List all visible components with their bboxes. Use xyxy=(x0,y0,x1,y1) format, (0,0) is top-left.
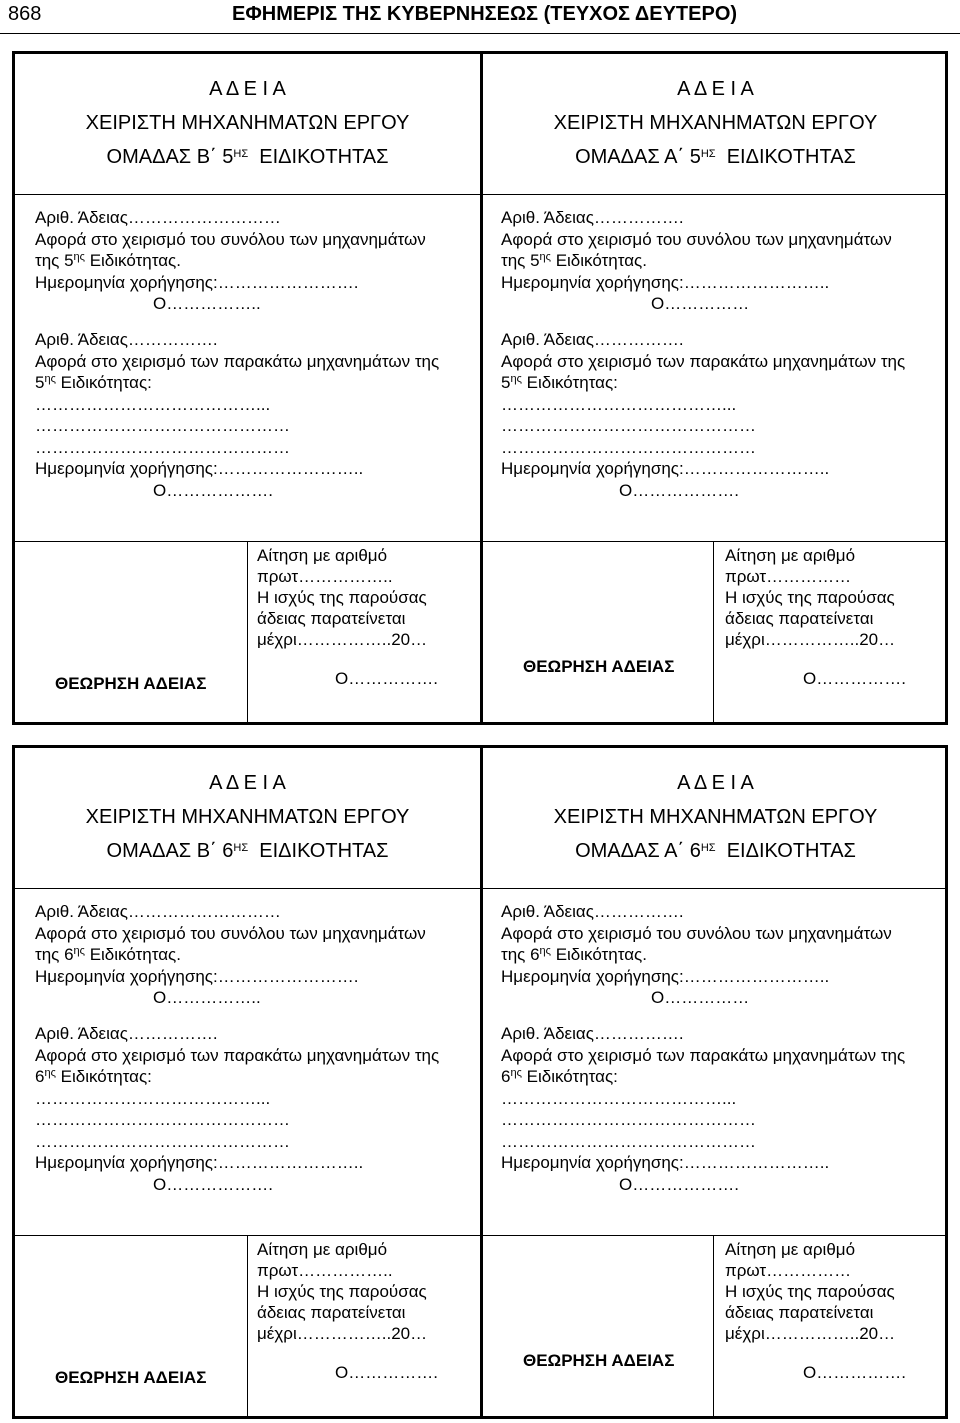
card-title: Α Δ Ε Ι Α xyxy=(209,78,286,100)
full-license-block xyxy=(35,901,426,1009)
renewal-block: Αίτηση με αριθμό πρωτ…………….. Η ισχύς της παρούσας άδειας παρατείνεται μέχρι……………..20… Ο……………. xyxy=(257,1240,438,1382)
page-number: 868 xyxy=(8,3,42,25)
partial-license-block xyxy=(35,1023,439,1195)
specialty-line: $6^{\eta\varsigma}$ Ειδικότητας: xyxy=(501,1067,618,1086)
issue-date-line: Ημερομηνία χορήγησης:…………………….. xyxy=(501,1153,830,1172)
license-number-line: Αριθ. Άδειας……………………… xyxy=(35,208,281,227)
scope-line: Αφορά στο χειρισμό των παρακάτω μηχανημάτων της xyxy=(501,1045,906,1065)
license-number-line: Αριθ. Άδειας……………. xyxy=(501,902,684,921)
machine-entry-line: ……………………………………… xyxy=(35,1110,290,1129)
scope-line: Αφορά στο χειρισμό των παρακάτω μηχανημάτων της xyxy=(35,351,440,371)
renewal-label: ΘΕΩΡΗΣΗ ΑΔΕΙΑΣ xyxy=(55,674,207,693)
machine-entry-line: ……………………………………… xyxy=(501,416,756,435)
card-role: ΧΕΙΡΙΣΤΗ ΜΗΧΑΝΗΜΑΤΩΝ ΕΡΓΟΥ xyxy=(553,806,878,828)
machine-entry-line: ……………………………………… xyxy=(501,1131,756,1151)
license-number-line: Αριθ. Άδειας……………………… xyxy=(35,902,281,921)
signature-line: Ο………………. xyxy=(619,1174,739,1194)
renewal-label: ΘΕΩΡΗΣΗ ΑΔΕΙΑΣ xyxy=(55,1368,207,1387)
scope-line: Αφορά στο χειρισμό των παρακάτω μηχανημάτων της xyxy=(501,351,906,371)
card-title: Α Δ Ε Ι Α xyxy=(677,772,754,794)
machine-entry-line: ……………………………………… xyxy=(35,416,290,435)
gazette-title: ΕΦΗΜΕΡΙΣ ΤΗΣ ΚΥΒΕΡΝΗΣΕΩΣ (ΤΕΥΧΟΣ ΔΕΥΤΕΡΟ) xyxy=(232,3,738,25)
partial-license-block xyxy=(501,1023,905,1195)
license-card xyxy=(15,54,480,725)
full-license-block xyxy=(35,207,426,315)
renewal-signature: Ο……………. xyxy=(803,669,906,688)
renewal-signature: Ο……………. xyxy=(803,1363,906,1382)
signature-line: Ο…………….. xyxy=(153,988,261,1007)
license-number-line: Αριθ. Άδειας……………. xyxy=(501,1024,684,1043)
specialty-line: $5^{\eta\varsigma}$ Ειδικότητας: xyxy=(35,373,152,392)
card-group: ΟΜΑΔΑΣ Β΄ $5^{H\Sigma}$ ΕΙΔΙΚΟΤΗΤΑΣ xyxy=(106,146,389,168)
scope-line: Αφορά στο χειρισμό των παρακάτω μηχανημάτων της xyxy=(35,1045,440,1065)
license-card xyxy=(483,748,948,1419)
license-card xyxy=(483,54,948,725)
card-role: ΧΕΙΡΙΣΤΗ ΜΗΧΑΝΗΜΑΤΩΝ ΕΡΓΟΥ xyxy=(553,112,878,134)
license-number-line: Αριθ. Άδειας……………. xyxy=(501,330,684,349)
card-group: ΟΜΑΔΑΣ Α΄ $6^{H\Sigma}$ ΕΙΔΙΚΟΤΗΤΑΣ xyxy=(575,840,856,862)
renewal-block: Αίτηση με αριθμό πρωτ…………… Η ισχύς της παρούσας άδειας παρατείνεται μέχρι……………..20… Ο……………. xyxy=(725,1240,906,1382)
issue-date-line: Ημερομηνία χορήγησης:…………………….. xyxy=(501,272,830,292)
header-rule xyxy=(0,33,960,34)
signature-line: Ο…………… xyxy=(651,988,750,1007)
license-grid-top xyxy=(12,51,948,725)
machine-entry-line: …………………………………... xyxy=(35,394,271,414)
scope-line: Αφορά στο χειρισμό του συνόλου των μηχανημάτων xyxy=(501,229,892,249)
renewal-label: ΘΕΩΡΗΣΗ ΑΔΕΙΑΣ xyxy=(523,657,675,676)
license-card xyxy=(15,748,480,1419)
signature-line: Ο………………. xyxy=(153,1174,273,1194)
card-title: Α Δ Ε Ι Α xyxy=(209,772,286,794)
renewal-signature: Ο……………. xyxy=(335,1363,438,1382)
machine-entry-line: …………………………………... xyxy=(501,1088,737,1108)
card-role: ΧΕΙΡΙΣΤΗ ΜΗΧΑΝΗΜΑΤΩΝ ΕΡΓΟΥ xyxy=(85,806,410,828)
card-role: ΧΕΙΡΙΣΤΗ ΜΗΧΑΝΗΜΑΤΩΝ ΕΡΓΟΥ xyxy=(85,112,410,134)
specialty-line: της $6^{\eta\varsigma}$ Ειδικότητας. xyxy=(35,945,181,964)
signature-line: Ο…………….. xyxy=(153,294,261,313)
machine-entry-line: ……………………………………… xyxy=(501,1110,756,1129)
card-group: ΟΜΑΔΑΣ Α΄ $5^{H\Sigma}$ ΕΙΔΙΚΟΤΗΤΑΣ xyxy=(575,146,856,168)
signature-line: Ο………………. xyxy=(619,480,739,500)
issue-date-line: Ημερομηνία χορήγησης:…………………….. xyxy=(35,1153,364,1172)
scope-line: Αφορά στο χειρισμό του συνόλου των μηχανημάτων xyxy=(501,923,892,943)
renewal-signature: Ο……………. xyxy=(335,669,438,688)
partial-license-block xyxy=(35,329,439,501)
issue-date-line: Ημερομηνία χορήγησης:……………………. xyxy=(35,966,359,986)
license-grid-bottom xyxy=(12,745,948,1419)
full-license-block xyxy=(501,901,892,1009)
machine-entry-line: ……………………………………… xyxy=(35,437,290,457)
specialty-line: $6^{\eta\varsigma}$ Ειδικότητας: xyxy=(35,1067,152,1086)
renewal-block: Αίτηση με αριθμό πρωτ…………….. Η ισχύς της παρούσας άδειας παρατείνεται μέχρι……………..20… Ο……………. xyxy=(257,546,438,688)
specialty-line: της $5^{\eta\varsigma}$ Ειδικότητας. xyxy=(35,251,181,270)
issue-date-line: Ημερομηνία χορήγησης:……………………. xyxy=(35,272,359,292)
license-number-line: Αριθ. Άδειας……………. xyxy=(501,208,684,227)
scope-line: Αφορά στο χειρισμό του συνόλου των μηχανημάτων xyxy=(35,923,426,943)
scope-line: Αφορά στο χειρισμό του συνόλου των μηχανημάτων xyxy=(35,229,426,249)
renewal-label: ΘΕΩΡΗΣΗ ΑΔΕΙΑΣ xyxy=(523,1351,675,1370)
specialty-line: της $6^{\eta\varsigma}$ Ειδικότητας. xyxy=(501,945,647,964)
card-group: ΟΜΑΔΑΣ Β΄ $6^{H\Sigma}$ ΕΙΔΙΚΟΤΗΤΑΣ xyxy=(106,840,389,862)
signature-line: Ο…………… xyxy=(651,294,750,313)
machine-entry-line: …………………………………... xyxy=(35,1088,271,1108)
page-header xyxy=(0,0,960,34)
card-title: Α Δ Ε Ι Α xyxy=(677,78,754,100)
issue-date-line: Ημερομηνία χορήγησης:…………………….. xyxy=(501,966,830,986)
renewal-block: Αίτηση με αριθμό πρωτ…………… Η ισχύς της παρούσας άδειας παρατείνεται μέχρι……………..20… Ο……………. xyxy=(725,546,906,688)
machine-entry-line: ……………………………………… xyxy=(35,1131,290,1151)
full-license-block xyxy=(501,207,892,315)
machine-entry-line: …………………………………... xyxy=(501,394,737,414)
issue-date-line: Ημερομηνία χορήγησης:…………………….. xyxy=(35,459,364,478)
partial-license-block xyxy=(501,329,905,501)
license-number-line: Αριθ. Άδειας……………. xyxy=(35,330,218,349)
machine-entry-line: ……………………………………… xyxy=(501,437,756,457)
license-number-line: Αριθ. Άδειας……………. xyxy=(35,1024,218,1043)
issue-date-line: Ημερομηνία χορήγησης:…………………….. xyxy=(501,459,830,478)
specialty-line: $5^{\eta\varsigma}$ Ειδικότητας: xyxy=(501,373,618,392)
signature-line: Ο………………. xyxy=(153,480,273,500)
specialty-line: της $5^{\eta\varsigma}$ Ειδικότητας. xyxy=(501,251,647,270)
